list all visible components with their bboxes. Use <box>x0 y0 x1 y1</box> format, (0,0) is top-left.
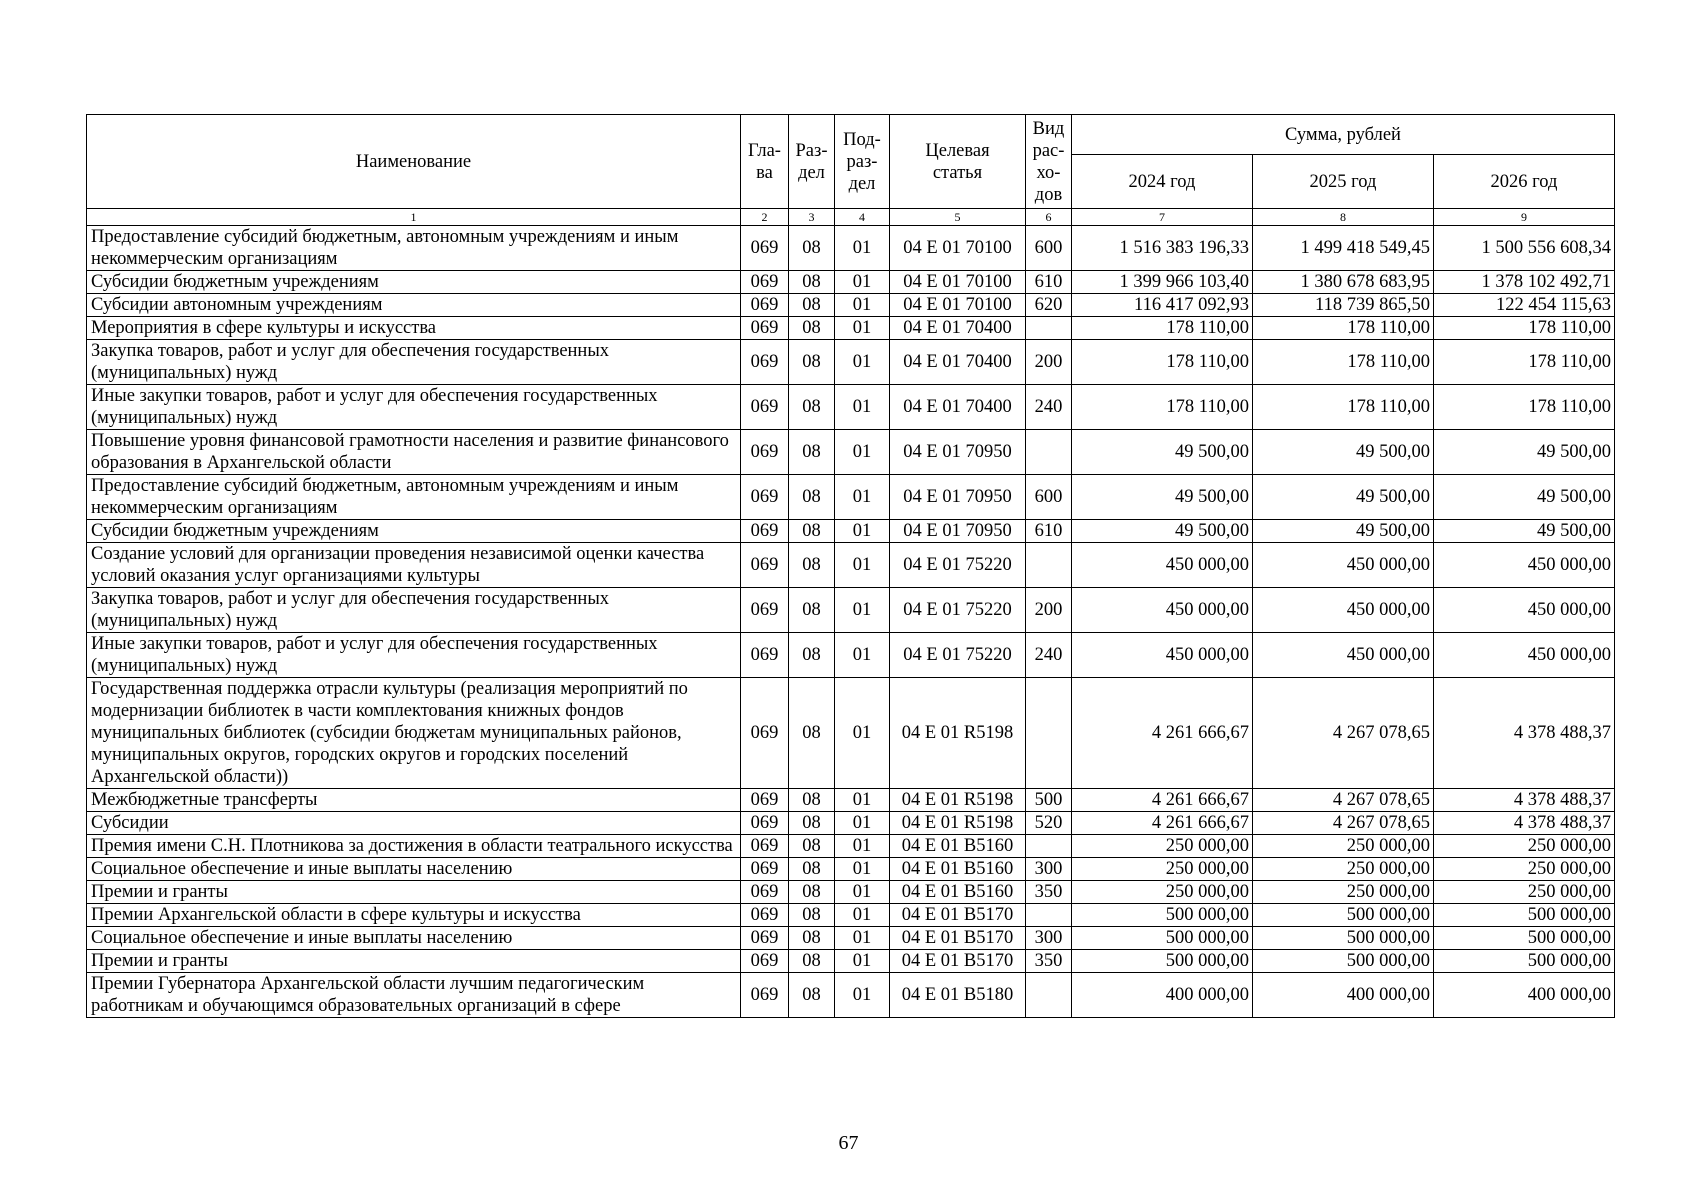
row-vid <box>1026 430 1072 475</box>
row-amount-2024: 500 000,00 <box>1072 904 1253 927</box>
row-name: Субсидии автономным учреждениям <box>87 294 741 317</box>
row-vid: 600 <box>1026 475 1072 520</box>
row-podrazdel: 01 <box>835 633 890 678</box>
row-name: Повышение уровня финансовой грамотности населения и развитие финансового образования в Архангельской области <box>87 430 741 475</box>
row-amount-2025: 178 110,00 <box>1253 385 1434 430</box>
row-glava: 069 <box>741 430 789 475</box>
row-amount-2024: 49 500,00 <box>1072 430 1253 475</box>
row-podrazdel: 01 <box>835 835 890 858</box>
row-amount-2024: 400 000,00 <box>1072 973 1253 1018</box>
row-amount-2025: 49 500,00 <box>1253 430 1434 475</box>
row-amount-2025: 250 000,00 <box>1253 835 1434 858</box>
column-number: 8 <box>1253 209 1434 226</box>
header-celevaya <box>890 115 1026 209</box>
row-glava: 069 <box>741 271 789 294</box>
row-amount-2026: 4 378 488,37 <box>1434 812 1615 835</box>
row-amount-2026: 49 500,00 <box>1434 475 1615 520</box>
row-amount-2024: 250 000,00 <box>1072 858 1253 881</box>
row-name: Предоставление субсидий бюджетным, автономным учреждениям и иным некоммерческим организациям <box>87 226 741 271</box>
row-amount-2024: 250 000,00 <box>1072 835 1253 858</box>
row-podrazdel: 01 <box>835 904 890 927</box>
row-amount-2024: 4 261 666,67 <box>1072 678 1253 789</box>
row-amount-2025: 4 267 078,65 <box>1253 789 1434 812</box>
row-amount-2024: 49 500,00 <box>1072 475 1253 520</box>
row-amount-2025: 4 267 078,65 <box>1253 812 1434 835</box>
row-name: Мероприятия в сфере культуры и искусства <box>87 317 741 340</box>
header-2024: 2024 год <box>1072 155 1253 209</box>
row-glava: 069 <box>741 633 789 678</box>
budget-table <box>86 114 1615 1018</box>
row-razdel: 08 <box>789 927 835 950</box>
row-razdel: 08 <box>789 543 835 588</box>
row-glava: 069 <box>741 294 789 317</box>
row-podrazdel: 01 <box>835 812 890 835</box>
row-amount-2024: 4 261 666,67 <box>1072 789 1253 812</box>
header-glava-label: Гла- ва <box>748 140 781 183</box>
row-podrazdel: 01 <box>835 385 890 430</box>
row-amount-2025: 4 267 078,65 <box>1253 678 1434 789</box>
row-name: Создание условий для организации проведения независимой оценки качества условий оказания услуг организациями культуры <box>87 543 741 588</box>
row-glava: 069 <box>741 789 789 812</box>
row-celevaya: 04 Е 01 70400 <box>890 385 1026 430</box>
row-podrazdel: 01 <box>835 430 890 475</box>
row-celevaya: 04 Е 01 75220 <box>890 633 1026 678</box>
row-podrazdel: 01 <box>835 294 890 317</box>
row-podrazdel: 01 <box>835 789 890 812</box>
row-podrazdel: 01 <box>835 881 890 904</box>
row-amount-2026: 450 000,00 <box>1434 543 1615 588</box>
row-celevaya: 04 Е 01 B5170 <box>890 927 1026 950</box>
row-vid: 610 <box>1026 271 1072 294</box>
row-amount-2024: 500 000,00 <box>1072 950 1253 973</box>
row-celevaya: 04 Е 01 B5160 <box>890 858 1026 881</box>
table-row <box>87 789 1615 812</box>
row-name: Премии Архангельской области в сфере культуры и искусства <box>87 904 741 927</box>
row-amount-2026: 250 000,00 <box>1434 835 1615 858</box>
table-row <box>87 633 1615 678</box>
row-amount-2024: 450 000,00 <box>1072 543 1253 588</box>
row-vid: 300 <box>1026 858 1072 881</box>
row-razdel: 08 <box>789 294 835 317</box>
row-vid: 600 <box>1026 226 1072 271</box>
table-row <box>87 226 1615 271</box>
row-vid: 350 <box>1026 950 1072 973</box>
row-name: Премии и гранты <box>87 950 741 973</box>
row-amount-2025: 450 000,00 <box>1253 543 1434 588</box>
row-amount-2026: 450 000,00 <box>1434 633 1615 678</box>
row-vid <box>1026 543 1072 588</box>
row-razdel: 08 <box>789 317 835 340</box>
row-amount-2025: 1 499 418 549,45 <box>1253 226 1434 271</box>
row-glava: 069 <box>741 835 789 858</box>
row-amount-2026: 122 454 115,63 <box>1434 294 1615 317</box>
row-razdel: 08 <box>789 812 835 835</box>
table-row <box>87 317 1615 340</box>
row-amount-2026: 1 378 102 492,71 <box>1434 271 1615 294</box>
table-row <box>87 678 1615 789</box>
row-glava: 069 <box>741 678 789 789</box>
row-razdel: 08 <box>789 881 835 904</box>
row-razdel: 08 <box>789 475 835 520</box>
row-celevaya: 04 Е 01 75220 <box>890 543 1026 588</box>
row-name: Социальное обеспечение и иные выплаты населению <box>87 927 741 950</box>
row-glava: 069 <box>741 950 789 973</box>
row-celevaya: 04 Е 01 R5198 <box>890 789 1026 812</box>
row-amount-2025: 500 000,00 <box>1253 950 1434 973</box>
row-amount-2026: 250 000,00 <box>1434 881 1615 904</box>
row-glava: 069 <box>741 927 789 950</box>
row-glava: 069 <box>741 904 789 927</box>
row-celevaya: 04 Е 01 B5160 <box>890 881 1026 904</box>
column-number: 3 <box>789 209 835 226</box>
row-razdel: 08 <box>789 633 835 678</box>
row-amount-2026: 500 000,00 <box>1434 927 1615 950</box>
row-name: Субсидии бюджетным учреждениям <box>87 271 741 294</box>
table-row <box>87 294 1615 317</box>
row-podrazdel: 01 <box>835 317 890 340</box>
table-row <box>87 927 1615 950</box>
column-number: 1 <box>87 209 741 226</box>
header-razdel-label: Раз- дел <box>795 140 828 183</box>
row-podrazdel: 01 <box>835 340 890 385</box>
row-name: Закупка товаров, работ и услуг для обеспечения государственных (муниципальных) нужд <box>87 340 741 385</box>
row-name: Иные закупки товаров, работ и услуг для обеспечения государственных (муниципальных) нужд <box>87 385 741 430</box>
row-razdel: 08 <box>789 678 835 789</box>
table-row <box>87 430 1615 475</box>
row-amount-2024: 250 000,00 <box>1072 881 1253 904</box>
row-amount-2024: 4 261 666,67 <box>1072 812 1253 835</box>
table-row <box>87 588 1615 633</box>
row-celevaya: 04 Е 01 B5170 <box>890 950 1026 973</box>
row-podrazdel: 01 <box>835 927 890 950</box>
row-celevaya: 04 Е 01 70400 <box>890 317 1026 340</box>
header-vid-label: Вид рас- хо- дов <box>1032 118 1065 205</box>
row-amount-2024: 450 000,00 <box>1072 633 1253 678</box>
row-amount-2026: 500 000,00 <box>1434 950 1615 973</box>
row-amount-2026: 49 500,00 <box>1434 430 1615 475</box>
row-glava: 069 <box>741 858 789 881</box>
row-amount-2025: 1 380 678 683,95 <box>1253 271 1434 294</box>
row-amount-2024: 500 000,00 <box>1072 927 1253 950</box>
row-glava: 069 <box>741 226 789 271</box>
table-row <box>87 858 1615 881</box>
row-celevaya: 04 Е 01 B5170 <box>890 904 1026 927</box>
row-razdel: 08 <box>789 973 835 1018</box>
table-row <box>87 812 1615 835</box>
page-number: 67 <box>838 1132 859 1154</box>
row-podrazdel: 01 <box>835 475 890 520</box>
row-name: Субсидии бюджетным учреждениям <box>87 520 741 543</box>
row-glava: 069 <box>741 340 789 385</box>
table-row <box>87 475 1615 520</box>
row-amount-2024: 49 500,00 <box>1072 520 1253 543</box>
row-vid: 200 <box>1026 340 1072 385</box>
row-amount-2026: 1 500 556 608,34 <box>1434 226 1615 271</box>
row-amount-2026: 250 000,00 <box>1434 858 1615 881</box>
row-amount-2025: 400 000,00 <box>1253 973 1434 1018</box>
row-vid: 240 <box>1026 385 1072 430</box>
column-number: 7 <box>1072 209 1253 226</box>
row-vid <box>1026 317 1072 340</box>
row-podrazdel: 01 <box>835 973 890 1018</box>
row-glava: 069 <box>741 520 789 543</box>
row-vid <box>1026 678 1072 789</box>
row-razdel: 08 <box>789 835 835 858</box>
row-celevaya: 04 Е 01 70100 <box>890 226 1026 271</box>
row-razdel: 08 <box>789 789 835 812</box>
row-amount-2025: 250 000,00 <box>1253 881 1434 904</box>
row-razdel: 08 <box>789 385 835 430</box>
row-amount-2026: 178 110,00 <box>1434 317 1615 340</box>
row-celevaya: 04 Е 01 70100 <box>890 294 1026 317</box>
row-glava: 069 <box>741 543 789 588</box>
row-vid: 200 <box>1026 588 1072 633</box>
table-row <box>87 385 1615 430</box>
row-amount-2025: 500 000,00 <box>1253 904 1434 927</box>
row-glava: 069 <box>741 881 789 904</box>
header-podrazdel-label: Под- раз- дел <box>843 129 881 194</box>
header-name: Наименование <box>87 115 741 209</box>
row-amount-2025: 49 500,00 <box>1253 475 1434 520</box>
row-amount-2025: 49 500,00 <box>1253 520 1434 543</box>
table-row <box>87 904 1615 927</box>
row-amount-2026: 450 000,00 <box>1434 588 1615 633</box>
row-amount-2025: 500 000,00 <box>1253 927 1434 950</box>
row-name: Межбюджетные трансферты <box>87 789 741 812</box>
row-celevaya: 04 Е 01 70400 <box>890 340 1026 385</box>
row-podrazdel: 01 <box>835 226 890 271</box>
row-razdel: 08 <box>789 520 835 543</box>
table-row <box>87 950 1615 973</box>
row-celevaya: 04 Е 01 R5198 <box>890 812 1026 835</box>
header-glava <box>741 115 789 209</box>
row-podrazdel: 01 <box>835 543 890 588</box>
row-vid <box>1026 835 1072 858</box>
row-vid: 300 <box>1026 927 1072 950</box>
header-celevaya-label: Целевая статья <box>925 140 990 183</box>
row-amount-2024: 1 516 383 196,33 <box>1072 226 1253 271</box>
row-celevaya: 04 Е 01 70950 <box>890 520 1026 543</box>
table-row <box>87 340 1615 385</box>
row-name: Социальное обеспечение и иные выплаты населению <box>87 858 741 881</box>
column-number: 5 <box>890 209 1026 226</box>
row-amount-2024: 178 110,00 <box>1072 340 1253 385</box>
row-vid: 620 <box>1026 294 1072 317</box>
row-name: Премии и гранты <box>87 881 741 904</box>
column-number: 6 <box>1026 209 1072 226</box>
row-name: Предоставление субсидий бюджетным, автономным учреждениям и иным некоммерческим организациям <box>87 475 741 520</box>
row-podrazdel: 01 <box>835 588 890 633</box>
row-vid: 520 <box>1026 812 1072 835</box>
row-glava: 069 <box>741 588 789 633</box>
row-glava: 069 <box>741 317 789 340</box>
row-amount-2024: 178 110,00 <box>1072 317 1253 340</box>
row-amount-2026: 4 378 488,37 <box>1434 789 1615 812</box>
row-amount-2025: 250 000,00 <box>1253 858 1434 881</box>
row-name: Государственная поддержка отрасли культуры (реализация мероприятий по модернизации библиотек в части комплектования книжных фондов муниципальных библиотек (субсидии бюджетам муниципальных районов, муниципальных округов, городских округов и городских поселений Архангельской области)) <box>87 678 741 789</box>
row-amount-2024: 450 000,00 <box>1072 588 1253 633</box>
row-podrazdel: 01 <box>835 858 890 881</box>
row-amount-2026: 178 110,00 <box>1434 385 1615 430</box>
row-vid: 350 <box>1026 881 1072 904</box>
row-vid <box>1026 973 1072 1018</box>
row-glava: 069 <box>741 385 789 430</box>
header-podrazdel <box>835 115 890 209</box>
row-amount-2026: 400 000,00 <box>1434 973 1615 1018</box>
row-amount-2026: 49 500,00 <box>1434 520 1615 543</box>
row-podrazdel: 01 <box>835 271 890 294</box>
row-podrazdel: 01 <box>835 520 890 543</box>
row-razdel: 08 <box>789 858 835 881</box>
header-2025: 2025 год <box>1253 155 1434 209</box>
row-vid <box>1026 904 1072 927</box>
row-amount-2024: 178 110,00 <box>1072 385 1253 430</box>
header-razdel <box>789 115 835 209</box>
row-celevaya: 04 Е 01 70950 <box>890 475 1026 520</box>
table-row <box>87 271 1615 294</box>
row-amount-2025: 178 110,00 <box>1253 317 1434 340</box>
row-glava: 069 <box>741 475 789 520</box>
row-razdel: 08 <box>789 226 835 271</box>
table-row <box>87 520 1615 543</box>
row-celevaya: 04 Е 01 70950 <box>890 430 1026 475</box>
table-row <box>87 543 1615 588</box>
row-razdel: 08 <box>789 950 835 973</box>
row-amount-2025: 450 000,00 <box>1253 633 1434 678</box>
row-glava: 069 <box>741 812 789 835</box>
row-razdel: 08 <box>789 340 835 385</box>
table-row <box>87 881 1615 904</box>
row-podrazdel: 01 <box>835 678 890 789</box>
row-podrazdel: 01 <box>835 950 890 973</box>
row-razdel: 08 <box>789 904 835 927</box>
row-name: Закупка товаров, работ и услуг для обеспечения государственных (муниципальных) нужд <box>87 588 741 633</box>
row-amount-2025: 450 000,00 <box>1253 588 1434 633</box>
row-vid: 500 <box>1026 789 1072 812</box>
row-amount-2024: 116 417 092,93 <box>1072 294 1253 317</box>
table-header <box>87 115 1615 226</box>
column-numbers-row <box>87 209 1615 226</box>
row-razdel: 08 <box>789 430 835 475</box>
column-number: 4 <box>835 209 890 226</box>
row-celevaya: 04 Е 01 70100 <box>890 271 1026 294</box>
row-razdel: 08 <box>789 588 835 633</box>
row-name: Субсидии <box>87 812 741 835</box>
row-amount-2025: 118 739 865,50 <box>1253 294 1434 317</box>
table-body <box>87 226 1615 1018</box>
column-number: 9 <box>1434 209 1615 226</box>
header-2026: 2026 год <box>1434 155 1615 209</box>
row-name: Премии Губернатора Архангельской области лучшим педагогическим работникам и обучающимся образовательных организаций в сфере <box>87 973 741 1018</box>
row-name: Иные закупки товаров, работ и услуг для обеспечения государственных (муниципальных) нужд <box>87 633 741 678</box>
column-number: 2 <box>741 209 789 226</box>
row-amount-2026: 500 000,00 <box>1434 904 1615 927</box>
row-vid: 610 <box>1026 520 1072 543</box>
header-summa: Сумма, рублей <box>1072 115 1615 155</box>
row-name: Премия имени С.Н. Плотникова за достижения в области театрального искусства <box>87 835 741 858</box>
row-razdel: 08 <box>789 271 835 294</box>
table-row <box>87 835 1615 858</box>
row-celevaya: 04 Е 01 R5198 <box>890 678 1026 789</box>
row-amount-2024: 1 399 966 103,40 <box>1072 271 1253 294</box>
row-celevaya: 04 Е 01 B5180 <box>890 973 1026 1018</box>
row-vid: 240 <box>1026 633 1072 678</box>
header-vid <box>1026 115 1072 209</box>
row-glava: 069 <box>741 973 789 1018</box>
table-row <box>87 973 1615 1018</box>
row-amount-2026: 178 110,00 <box>1434 340 1615 385</box>
row-amount-2026: 4 378 488,37 <box>1434 678 1615 789</box>
row-celevaya: 04 Е 01 B5160 <box>890 835 1026 858</box>
row-amount-2025: 178 110,00 <box>1253 340 1434 385</box>
row-celevaya: 04 Е 01 75220 <box>890 588 1026 633</box>
